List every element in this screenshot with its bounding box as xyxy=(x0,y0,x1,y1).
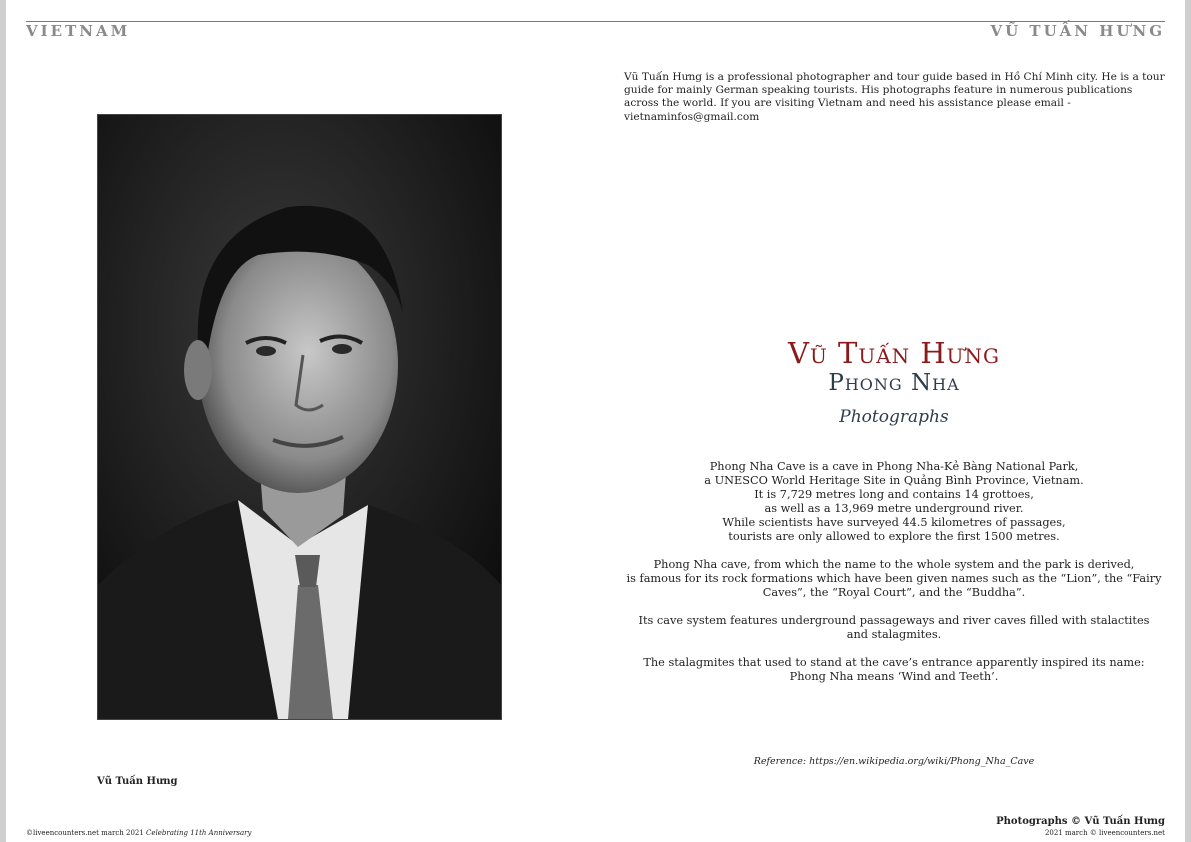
text-line: While scientists have surveyed 44.5 kilometres of passages, xyxy=(722,516,1066,529)
paragraph-3 xyxy=(620,614,1168,642)
paragraph-1 xyxy=(620,460,1168,544)
text-line: Caves”, the “Royal Court”, and the “Buddha”. xyxy=(762,586,1026,599)
text-line: as well as a 13,969 metre underground river. xyxy=(764,502,1024,515)
page-edge-left xyxy=(0,0,6,842)
page-edge-right xyxy=(1185,0,1191,842)
footer-left-text: ©liveencounters.net march 2021 xyxy=(26,829,147,837)
reference-link[interactable]: Reference: https://en.wikipedia.org/wiki/Phong_Nha_Cave xyxy=(753,756,1035,767)
author-portrait xyxy=(97,114,502,720)
article-body xyxy=(620,460,1168,698)
author-bio: Vũ Tuấn Hưng is a professional photographer and tour guide based in Hồ Chí Minh city. He is a tour guide for mainly German speaking tourists. His photographs feature in numerous publications across the world. If you are visiting Vietnam and need his assistance please email - vietnaminfos@gmail.com xyxy=(624,71,1165,123)
footer-anniversary: Celebrating 11th Anniversary xyxy=(146,829,252,837)
author-header: VŨ TUẤN HƯNG xyxy=(990,22,1165,40)
text-line: and stalagmites. xyxy=(846,628,942,641)
paragraph-4 xyxy=(620,656,1168,684)
portrait-caption: Vũ Tuấn Hưng xyxy=(97,776,178,787)
location-title: Phong Nha xyxy=(828,370,960,396)
text-line: The stalagmites that used to stand at the cave’s entrance apparently inspired its name: xyxy=(643,656,1145,669)
text-line: Its cave system features underground passageways and river caves filled with stalactites xyxy=(638,614,1150,627)
footer-right: 2021 march © liveencounters.net xyxy=(1044,829,1165,837)
text-line: Phong Nha means ‘Wind and Teeth’. xyxy=(789,670,999,683)
photo-credit: Photographs © Vũ Tuấn Hưng xyxy=(996,816,1165,827)
paragraph-2 xyxy=(620,558,1168,600)
text-line: is famous for its rock formations which have been given names such as the “Lion”, the “Fairy xyxy=(626,572,1162,585)
section-header: VIETNAM xyxy=(26,22,131,40)
text-line: Phong Nha cave, from which the name to the whole system and the park is derived, xyxy=(653,558,1135,571)
footer-left xyxy=(26,829,251,837)
text-line: Phong Nha Cave is a cave in Phong Nha-Kẻ Bàng National Park, xyxy=(709,460,1079,473)
text-line: It is 7,729 metres long and contains 14 grottoes, xyxy=(754,488,1034,501)
text-line: a UNESCO World Heritage Site in Quảng Bình Province, Vietnam. xyxy=(704,474,1084,487)
text-line: tourists are only allowed to explore the first 1500 metres. xyxy=(728,530,1060,543)
photographs-label: Photographs xyxy=(839,407,949,427)
photographer-name-title: Vũ Tuấn Hưng xyxy=(788,336,1000,370)
